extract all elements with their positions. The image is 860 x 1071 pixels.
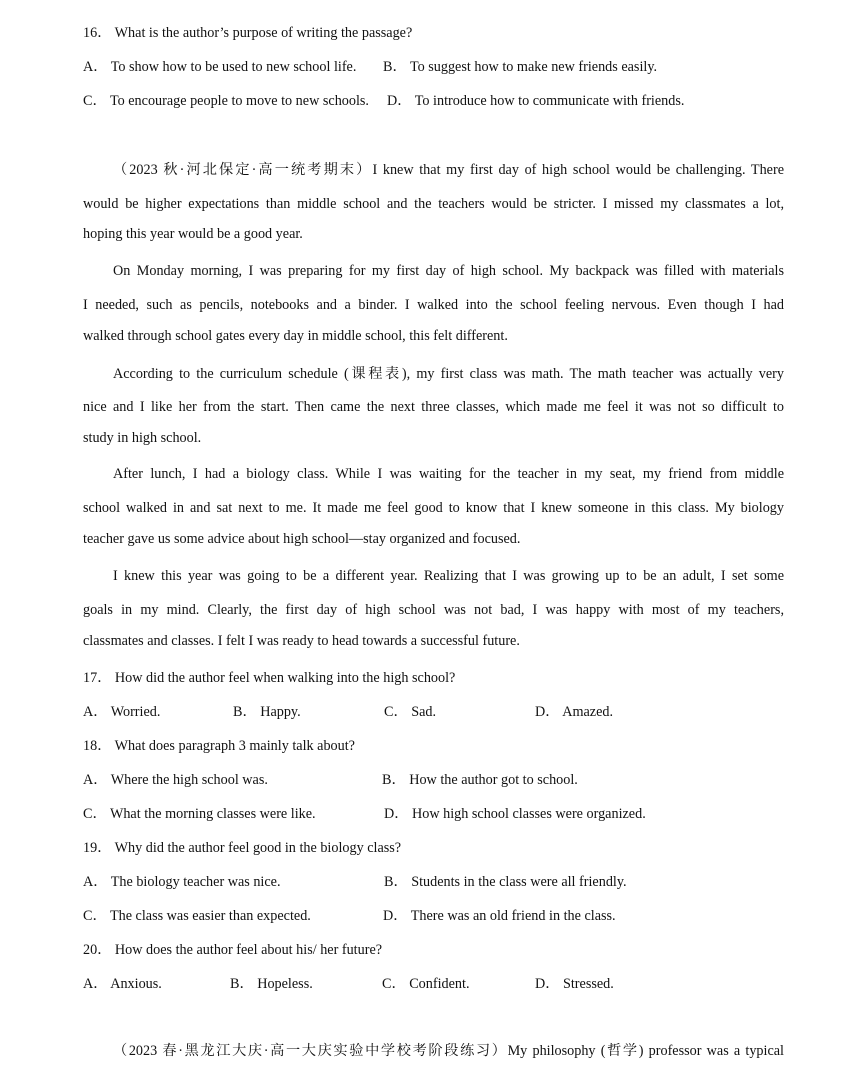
passage-p4-line1: After lunch, I had a biology class. While I was waiting for the teacher in my seat, my friend from middle bbox=[113, 466, 784, 482]
passage-p1-line2: would be higher expectations than middle school and the teachers would be stricter. I missed my classmates a lot, bbox=[83, 196, 784, 212]
passage-p4-line3: teacher gave us some advice about high school—stay organized and focused. bbox=[83, 531, 521, 547]
question-18-option-d: D． How high school classes were organized. bbox=[384, 806, 646, 822]
question-17-option-c: C． Sad. bbox=[384, 704, 437, 720]
question-16-stem: 16． What is the author’s purpose of writing the passage? bbox=[83, 25, 413, 41]
question-19-option-b: B． Students in the class were all friendly. bbox=[384, 874, 627, 890]
question-20-stem: 20． How does the author feel about his/ her future? bbox=[83, 942, 383, 958]
question-18-option-a: A． Where the high school was. bbox=[83, 772, 268, 788]
question-18-stem: 18． What does paragraph 3 mainly talk about? bbox=[83, 738, 355, 754]
passage-p2-line2: I needed, such as pencils, notebooks and a binder. I walked into the school feeling nervous. Even though I had bbox=[83, 297, 784, 313]
question-16-option-d: D． To introduce how to communicate with friends. bbox=[387, 93, 685, 109]
passage-p5-line2: goals in my mind. Clearly, the first day of high school was not bad, I was happy with most of my teachers, bbox=[83, 602, 784, 618]
question-20-option-b: B． Hopeless. bbox=[230, 976, 313, 992]
question-19-stem: 19． Why did the author feel good in the biology class? bbox=[83, 840, 402, 856]
passage-p5-line1: I knew this year was going to be a different year. Realizing that I was growing up to be an adult, I set some bbox=[113, 568, 784, 584]
passage-p1-line3: hoping this year would be a good year. bbox=[83, 226, 303, 242]
question-16-option-c: C． To encourage people to move to new schools. bbox=[83, 93, 369, 109]
question-19-option-d: D． There was an old friend in the class. bbox=[383, 908, 616, 924]
passage-p4-line2: school walked in and sat next to me. It made me feel good to know that I knew someone in this class. My biology bbox=[83, 500, 784, 516]
passage-p2-line3: walked through school gates every day in middle school, this felt different. bbox=[83, 328, 508, 344]
passage-p2-line1: On Monday morning, I was preparing for my first day of high school. My backpack was filled with materials bbox=[113, 263, 784, 279]
question-19-option-a: A． The biology teacher was nice. bbox=[83, 874, 281, 890]
passage-p1-line1: （2023 秋·河北保定·高一统考期末）I knew that my first day of high school would be challenging. There bbox=[113, 162, 784, 178]
question-20-option-c: C． Confident. bbox=[382, 976, 470, 992]
question-19-option-c: C． The class was easier than expected. bbox=[83, 908, 311, 924]
question-17-option-d: D． Amazed. bbox=[535, 704, 614, 720]
passage-p3-line3: study in high school. bbox=[83, 430, 202, 446]
question-17-option-b: B． Happy. bbox=[233, 704, 301, 720]
passage-p3-line2: nice and I like her from the start. Then came the next three classes, which made me feel it was not so difficult to bbox=[83, 399, 784, 415]
question-20-option-a: A． Anxious. bbox=[83, 976, 162, 992]
question-16-option-a: A． To show how to be used to new school life. bbox=[83, 59, 357, 75]
passage-p5-line3: classmates and classes. I felt I was ready to head towards a successful future. bbox=[83, 633, 520, 649]
question-17-option-a: A． Worried. bbox=[83, 704, 161, 720]
passage-p3-line1: According to the curriculum schedule (课程表), my first class was math. The math teacher was actually very bbox=[113, 366, 784, 382]
question-16-option-b: B． To suggest how to make new friends easily. bbox=[383, 59, 658, 75]
question-17-stem: 17． How did the author feel when walking into the high school? bbox=[83, 670, 456, 686]
question-18-option-c: C． What the morning classes were like. bbox=[83, 806, 316, 822]
question-20-option-d: D． Stressed. bbox=[535, 976, 614, 992]
next-passage-line1: （2023 春·黑龙江大庆·高一大庆实验中学校考阶段练习）My philosophy (哲学) professor was a typical bbox=[113, 1043, 784, 1059]
question-18-option-b: B． How the author got to school. bbox=[382, 772, 578, 788]
